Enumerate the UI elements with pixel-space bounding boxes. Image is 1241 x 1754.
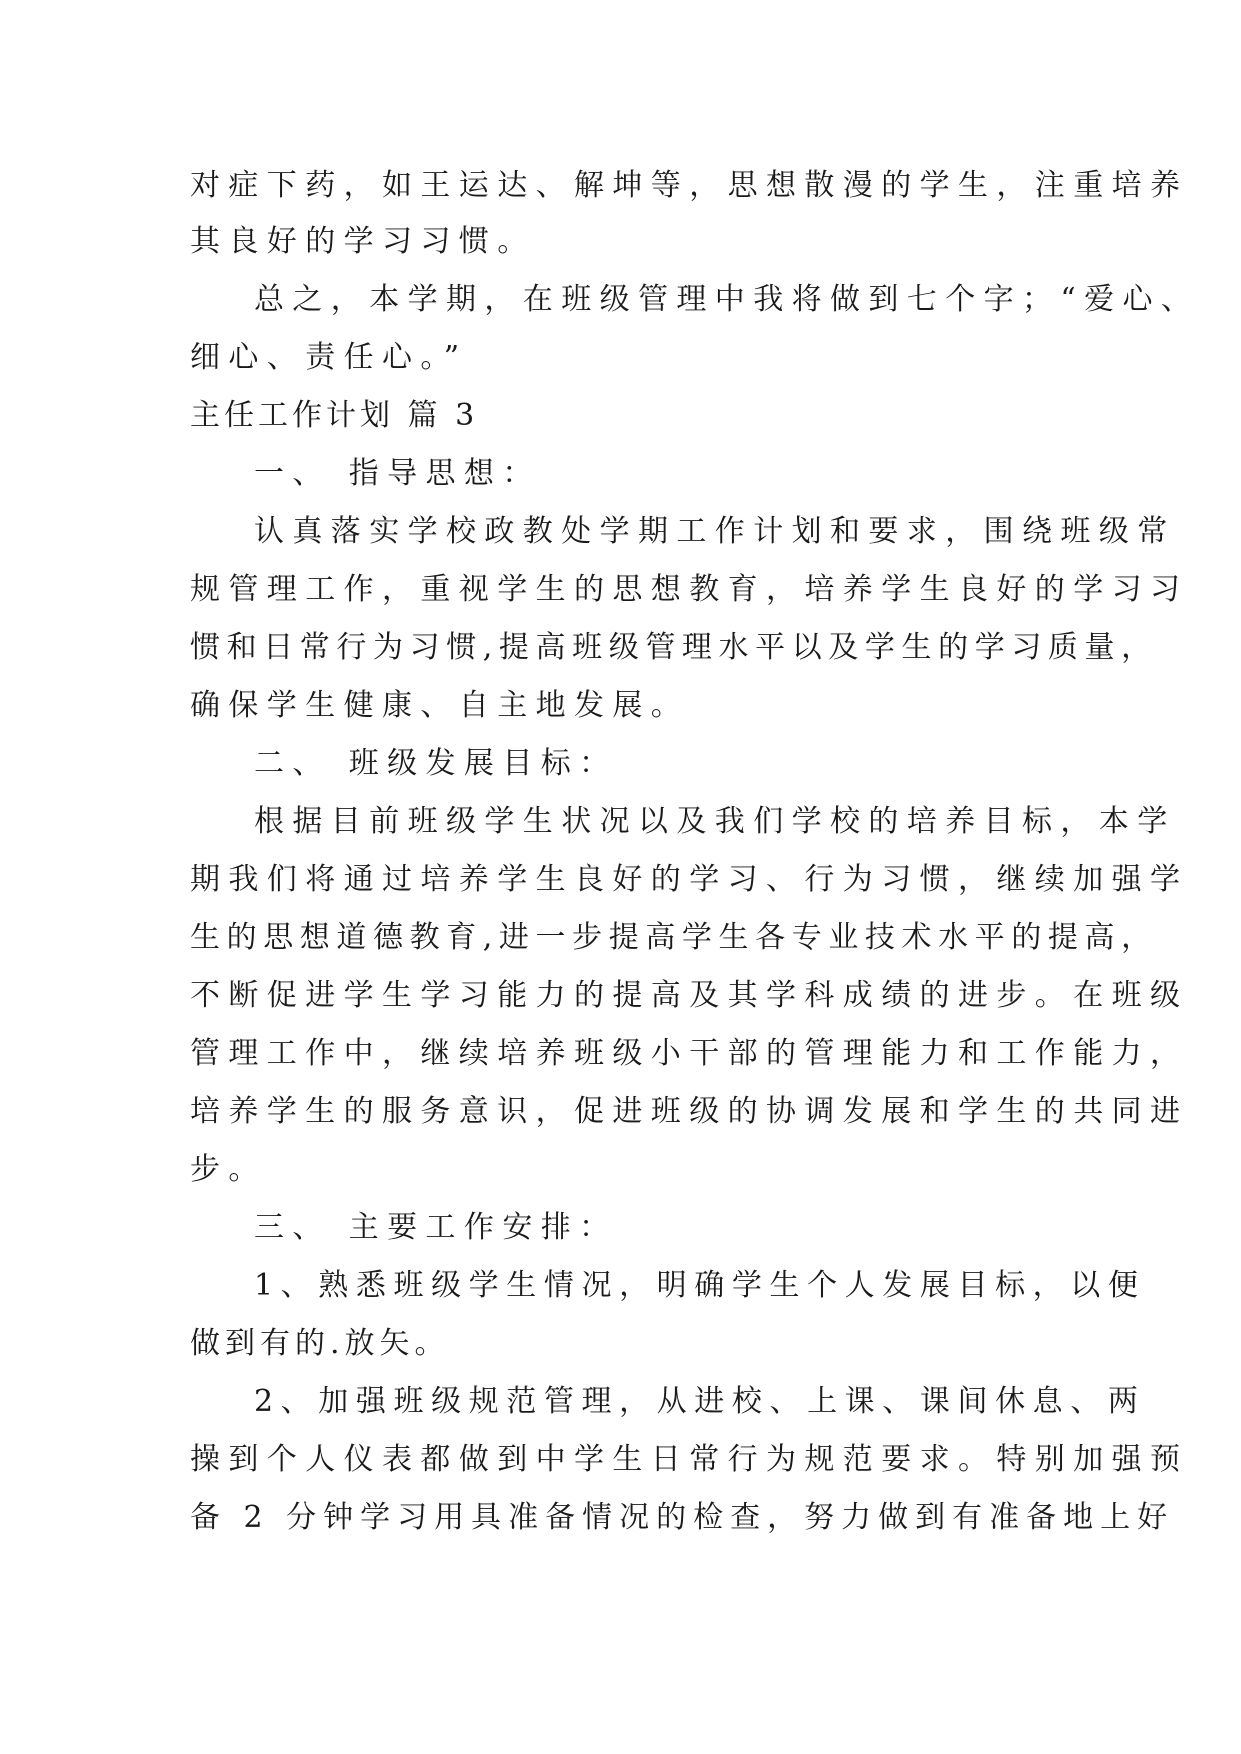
text-line: 其良好的学习习惯。 bbox=[190, 224, 536, 259]
text-line: 认真落实学校政教处学期工作计划和要求，围绕班级常 bbox=[254, 514, 1176, 549]
text-line: 确保学生健康、自主地发展。 bbox=[190, 688, 690, 723]
list-item: 2、加强班级规范管理，从进校、上课、课间休息、两 bbox=[254, 1384, 1146, 1419]
text-line: 总之，本学期，在班级管理中我将做到七个字；“爱心、 bbox=[254, 282, 1200, 317]
text-line: 生的思想道德教育,进一步提高学生各专业技术水平的提高， bbox=[190, 920, 1158, 955]
text-line: 培养学生的服务意识，促进班级的协调发展和学生的共同进 bbox=[190, 1094, 1189, 1129]
subsection-heading: 一、 指导思想： bbox=[254, 456, 541, 491]
text-line: 步。 bbox=[190, 1152, 267, 1187]
text-line: 细心、责任心。” bbox=[190, 340, 468, 375]
text-line: 惯和日常行为习惯,提高班级管理水平以及学生的学习质量， bbox=[190, 630, 1158, 665]
list-item: 1、熟悉班级学生情况，明确学生个人发展目标，以便 bbox=[254, 1268, 1146, 1303]
text-line: 备 2 分钟学习用具准备情况的检查，努力做到有准备地上好 bbox=[190, 1500, 1175, 1535]
text-line: 规管理工作，重视学生的思想教育，培养学生良好的学习习 bbox=[190, 572, 1189, 607]
text-line: 期我们将通过培养学生良好的学习、行为习惯，继续加强学 bbox=[190, 862, 1189, 897]
subsection-heading: 三、 主要工作安排： bbox=[254, 1210, 618, 1245]
subsection-heading: 二、 班级发展目标： bbox=[254, 746, 618, 781]
section-heading: 主任工作计划 篇 3 bbox=[190, 398, 479, 433]
text-line: 管理工作中，继续培养班级小干部的管理能力和工作能力， bbox=[190, 1036, 1189, 1071]
text-line: 根据目前班级学生状况以及我们学校的培养目标，本学 bbox=[254, 804, 1176, 839]
text-line: 操到个人仪表都做到中学生日常行为规范要求。特别加强预 bbox=[190, 1442, 1189, 1477]
text-line: 不断促进学生学习能力的提高及其学科成绩的进步。在班级 bbox=[190, 978, 1189, 1013]
text-line: 做到有的.放矢。 bbox=[190, 1326, 450, 1361]
text-line: 对症下药，如王运达、解坤等，思想散漫的学生，注重培养 bbox=[190, 168, 1189, 203]
